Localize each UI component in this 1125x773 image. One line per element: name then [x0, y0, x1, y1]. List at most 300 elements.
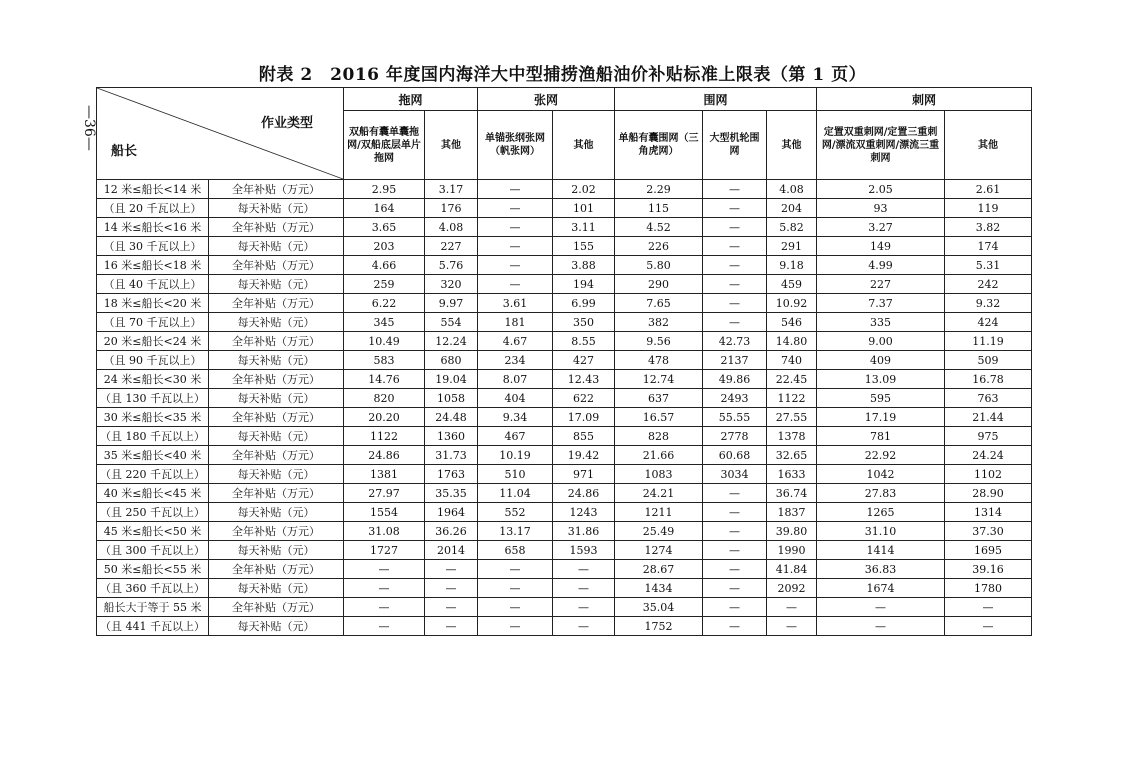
subsidy-value: 1593	[553, 541, 615, 560]
table-row	[97, 218, 1032, 237]
subsidy-value: 2137	[703, 351, 767, 370]
table-row	[97, 541, 1032, 560]
subsidy-value: —	[703, 294, 767, 313]
subsidy-value: 176	[425, 199, 478, 218]
subsidy-value: 1211	[615, 503, 703, 522]
subsidy-value: —	[344, 598, 425, 617]
subsidy-value: 4.99	[817, 256, 945, 275]
table-row	[97, 465, 1032, 484]
subsidy-value: 467	[478, 427, 553, 446]
subsidy-value: 2092	[767, 579, 817, 598]
subsidy-value: 1102	[945, 465, 1032, 484]
table-row	[97, 522, 1032, 541]
subsidy-value: 17.19	[817, 408, 945, 427]
subsidy-value: 382	[615, 313, 703, 332]
subsidy-value: 31.08	[344, 522, 425, 541]
annual-subsidy-label: 全年补贴（万元）	[209, 256, 344, 275]
subsidy-value: 2.05	[817, 180, 945, 199]
subsidy-value: —	[817, 598, 945, 617]
subsidy-value: —	[478, 579, 553, 598]
subsidy-value: 11.04	[478, 484, 553, 503]
subsidy-value: 509	[945, 351, 1032, 370]
daily-subsidy-label: 每天补贴（元）	[209, 275, 344, 294]
subsidy-value: 320	[425, 275, 478, 294]
subsidy-value: 5.31	[945, 256, 1032, 275]
work-type-label: 作业类型	[260, 116, 313, 131]
subsidy-value: 4.08	[425, 218, 478, 237]
subsidy-value: 3.11	[553, 218, 615, 237]
subsidy-value: 31.86	[553, 522, 615, 541]
subsidy-value: —	[945, 617, 1032, 636]
table-row	[97, 370, 1032, 389]
subsidy-value: 24.48	[425, 408, 478, 427]
subsidy-value: 12.74	[615, 370, 703, 389]
subsidy-value: 2.29	[615, 180, 703, 199]
subsidy-value: —	[478, 275, 553, 294]
group-trawl: 拖网	[344, 88, 478, 111]
subsidy-value: 119	[945, 199, 1032, 218]
subsidy-value: —	[703, 237, 767, 256]
subsidy-value: —	[703, 275, 767, 294]
subsidy-value: —	[478, 180, 553, 199]
subsidy-value: —	[703, 256, 767, 275]
boat-length-range: 50 米≤船长<55 米	[97, 560, 209, 579]
subsidy-value: 242	[945, 275, 1032, 294]
subsidy-value: 7.37	[817, 294, 945, 313]
subsidy-value: 1695	[945, 541, 1032, 560]
subsidy-value: 41.84	[767, 560, 817, 579]
sub-header: 单锚张纲张网（帆张网）	[478, 111, 553, 180]
page-number: —36—	[81, 105, 97, 151]
subsidy-value: 9.97	[425, 294, 478, 313]
subsidy-value: —	[478, 237, 553, 256]
subsidy-value: 31.73	[425, 446, 478, 465]
subsidy-value: —	[478, 617, 553, 636]
subsidy-value: 6.22	[344, 294, 425, 313]
subsidy-value: —	[703, 199, 767, 218]
table-row	[97, 598, 1032, 617]
subsidy-value: 6.99	[553, 294, 615, 313]
subsidy-value: 595	[817, 389, 945, 408]
subsidy-value: —	[425, 598, 478, 617]
subsidy-value: —	[703, 180, 767, 199]
subsidy-value: 12.24	[425, 332, 478, 351]
subsidy-value: 5.82	[767, 218, 817, 237]
subsidy-value: 3.17	[425, 180, 478, 199]
subsidy-value: 9.56	[615, 332, 703, 351]
subsidy-value: —	[344, 560, 425, 579]
subsidy-value: —	[425, 617, 478, 636]
subsidy-value: 203	[344, 237, 425, 256]
group-purse-seine: 围网	[615, 88, 817, 111]
group-stow-net: 张网	[478, 88, 615, 111]
subsidy-value: 3.27	[817, 218, 945, 237]
subsidy-value: 36.26	[425, 522, 478, 541]
subsidy-value: —	[767, 598, 817, 617]
subsidy-value: 13.09	[817, 370, 945, 389]
subsidy-value: —	[553, 579, 615, 598]
daily-subsidy-label: 每天补贴（元）	[209, 351, 344, 370]
sub-header: 定置双重刺网/定置三重刺网/漂流双重刺网/漂流三重刺网	[817, 111, 945, 180]
annual-subsidy-label: 全年补贴（万元）	[209, 294, 344, 313]
subsidy-value: —	[703, 218, 767, 237]
subsidy-value: 478	[615, 351, 703, 370]
subsidy-value: 1727	[344, 541, 425, 560]
subsidy-value: 13.17	[478, 522, 553, 541]
subsidy-value: 9.34	[478, 408, 553, 427]
annual-subsidy-label: 全年补贴（万元）	[209, 408, 344, 427]
subsidy-value: —	[945, 598, 1032, 617]
sub-header: 双船有囊单囊拖网/双船底层单片拖网	[344, 111, 425, 180]
boat-length-range: 45 米≤船长<50 米	[97, 522, 209, 541]
subsidy-value: —	[703, 522, 767, 541]
sub-header: 其他	[945, 111, 1032, 180]
subsidy-value: 21.66	[615, 446, 703, 465]
subsidy-value: 2.02	[553, 180, 615, 199]
subsidy-value: 1964	[425, 503, 478, 522]
subsidy-value: 174	[945, 237, 1032, 256]
subsidy-value: 1122	[767, 389, 817, 408]
subsidy-value: —	[344, 617, 425, 636]
subsidy-value: 24.86	[553, 484, 615, 503]
subsidy-value: 27.97	[344, 484, 425, 503]
subsidy-value: 3.88	[553, 256, 615, 275]
subsidy-value: 1360	[425, 427, 478, 446]
subsidy-value: —	[553, 598, 615, 617]
subsidy-value: 5.76	[425, 256, 478, 275]
subsidy-value: 552	[478, 503, 553, 522]
subsidy-value: 10.92	[767, 294, 817, 313]
subsidy-value: 3034	[703, 465, 767, 484]
subsidy-value: 39.16	[945, 560, 1032, 579]
subsidy-value: 1633	[767, 465, 817, 484]
subsidy-value: 3.65	[344, 218, 425, 237]
table-row	[97, 617, 1032, 636]
subsidy-value: 1752	[615, 617, 703, 636]
subsidy-value: 25.49	[615, 522, 703, 541]
subsidy-value: 1434	[615, 579, 703, 598]
table-row	[97, 446, 1032, 465]
subsidy-value: 1763	[425, 465, 478, 484]
group-gill-net: 刺网	[817, 88, 1032, 111]
subsidy-value: 9.32	[945, 294, 1032, 313]
subsidy-value: 16.57	[615, 408, 703, 427]
subsidy-value: —	[703, 484, 767, 503]
engine-power-threshold: （且 180 千瓦以上）	[97, 427, 209, 446]
subsidy-value: 259	[344, 275, 425, 294]
subsidy-value: 1554	[344, 503, 425, 522]
boat-length-range: 40 米≤船长<45 米	[97, 484, 209, 503]
engine-power-threshold: （且 441 千瓦以上）	[97, 617, 209, 636]
subsidy-value: 4.66	[344, 256, 425, 275]
subsidy-value: 22.92	[817, 446, 945, 465]
subsidy-value: —	[344, 579, 425, 598]
table-row	[97, 389, 1032, 408]
daily-subsidy-label: 每天补贴（元）	[209, 389, 344, 408]
subsidy-value: 2.95	[344, 180, 425, 199]
subsidy-value: 763	[945, 389, 1032, 408]
engine-power-threshold: （且 30 千瓦以上）	[97, 237, 209, 256]
subsidy-value: 42.73	[703, 332, 767, 351]
subsidy-value: 39.80	[767, 522, 817, 541]
subsidy-value: —	[703, 617, 767, 636]
subsidy-value: 101	[553, 199, 615, 218]
subsidy-value: 1780	[945, 579, 1032, 598]
subsidy-value: 510	[478, 465, 553, 484]
subsidy-value: 1243	[553, 503, 615, 522]
engine-power-threshold: （且 70 千瓦以上）	[97, 313, 209, 332]
subsidy-value: 2778	[703, 427, 767, 446]
subsidy-value: 14.80	[767, 332, 817, 351]
corner-header	[97, 88, 344, 180]
daily-subsidy-label: 每天补贴（元）	[209, 313, 344, 332]
subsidy-value: 14.76	[344, 370, 425, 389]
boat-length-label: 船长	[111, 144, 138, 159]
boat-length-range: 18 米≤船长<20 米	[97, 294, 209, 313]
boat-length-range: 30 米≤船长<35 米	[97, 408, 209, 427]
subsidy-value: 1990	[767, 541, 817, 560]
sub-header: 单船有囊围网（三角虎网）	[615, 111, 703, 180]
engine-power-threshold: （且 90 千瓦以上）	[97, 351, 209, 370]
subsidy-value: —	[703, 313, 767, 332]
daily-subsidy-label: 每天补贴（元）	[209, 617, 344, 636]
subsidy-value: 8.55	[553, 332, 615, 351]
table-row	[97, 560, 1032, 579]
boat-length-range: 24 米≤船长<30 米	[97, 370, 209, 389]
subsidy-value: 1314	[945, 503, 1032, 522]
subsidy-value: 149	[817, 237, 945, 256]
subsidy-value: —	[703, 541, 767, 560]
subsidy-value: 20.20	[344, 408, 425, 427]
subsidy-value: 350	[553, 313, 615, 332]
annual-subsidy-label: 全年补贴（万元）	[209, 560, 344, 579]
subsidy-value: 335	[817, 313, 945, 332]
subsidy-value: 93	[817, 199, 945, 218]
subsidy-value: 404	[478, 389, 553, 408]
subsidy-value: —	[703, 503, 767, 522]
subsidy-value: 546	[767, 313, 817, 332]
subsidy-value: 24.24	[945, 446, 1032, 465]
sub-header: 大型机轮围网	[703, 111, 767, 180]
subsidy-value: 24.86	[344, 446, 425, 465]
subsidy-value: 1058	[425, 389, 478, 408]
engine-power-threshold: （且 40 千瓦以上）	[97, 275, 209, 294]
subsidy-value: 1674	[817, 579, 945, 598]
subsidy-value: 345	[344, 313, 425, 332]
subsidy-value: 583	[344, 351, 425, 370]
page-title: 附表 2 2016 年度国内海洋大中型捕捞渔船油价补贴标准上限表（第 1 页）	[258, 65, 867, 85]
subsidy-value: 3.82	[945, 218, 1032, 237]
table-row	[97, 503, 1032, 522]
subsidy-value: 1381	[344, 465, 425, 484]
table-row	[97, 294, 1032, 313]
subsidy-value: —	[478, 256, 553, 275]
subsidy-value: 820	[344, 389, 425, 408]
subsidy-value: 2014	[425, 541, 478, 560]
subsidy-value: —	[478, 199, 553, 218]
table-row	[97, 237, 1032, 256]
subsidy-value: 658	[478, 541, 553, 560]
engine-power-threshold: （且 360 千瓦以上）	[97, 579, 209, 598]
subsidy-value: 49.86	[703, 370, 767, 389]
subsidy-value: —	[553, 560, 615, 579]
daily-subsidy-label: 每天补贴（元）	[209, 579, 344, 598]
subsidy-value: —	[553, 617, 615, 636]
subsidy-value: 1265	[817, 503, 945, 522]
subsidy-value: 3.61	[478, 294, 553, 313]
engine-power-threshold: （且 220 千瓦以上）	[97, 465, 209, 484]
subsidy-value: 740	[767, 351, 817, 370]
subsidy-value: 622	[553, 389, 615, 408]
table-row	[97, 332, 1032, 351]
subsidy-value: 12.43	[553, 370, 615, 389]
boat-length-range: 35 米≤船长<40 米	[97, 446, 209, 465]
subsidy-table	[96, 87, 1032, 636]
subsidy-value: 1274	[615, 541, 703, 560]
subsidy-value: 828	[615, 427, 703, 446]
subsidy-value: 1378	[767, 427, 817, 446]
subsidy-value: 28.67	[615, 560, 703, 579]
subsidy-value: 1122	[344, 427, 425, 446]
subsidy-value: —	[767, 617, 817, 636]
table-row	[97, 313, 1032, 332]
subsidy-value: 36.83	[817, 560, 945, 579]
subsidy-value: 181	[478, 313, 553, 332]
daily-subsidy-label: 每天补贴（元）	[209, 199, 344, 218]
subsidy-value: 19.04	[425, 370, 478, 389]
subsidy-value: 2.61	[945, 180, 1032, 199]
subsidy-value: 226	[615, 237, 703, 256]
subsidy-value: 32.65	[767, 446, 817, 465]
annual-subsidy-label: 全年补贴（万元）	[209, 522, 344, 541]
subsidy-value: 1414	[817, 541, 945, 560]
subsidy-value: —	[703, 560, 767, 579]
subsidy-value: 971	[553, 465, 615, 484]
sub-header: 其他	[767, 111, 817, 180]
subsidy-value: 27.55	[767, 408, 817, 427]
table-row	[97, 256, 1032, 275]
boat-length-range: 船长大于等于 55 米	[97, 598, 209, 617]
subsidy-value: 60.68	[703, 446, 767, 465]
subsidy-value: 10.19	[478, 446, 553, 465]
subsidy-value: 21.44	[945, 408, 1032, 427]
daily-subsidy-label: 每天补贴（元）	[209, 237, 344, 256]
table-row	[97, 484, 1032, 503]
daily-subsidy-label: 每天补贴（元）	[209, 465, 344, 484]
subsidy-value: 11.19	[945, 332, 1032, 351]
subsidy-value: 17.09	[553, 408, 615, 427]
subsidy-value: 227	[817, 275, 945, 294]
subsidy-value: 975	[945, 427, 1032, 446]
subsidy-value: 459	[767, 275, 817, 294]
table-row	[97, 427, 1032, 446]
boat-length-range: 20 米≤船长<24 米	[97, 332, 209, 351]
engine-power-threshold: （且 130 千瓦以上）	[97, 389, 209, 408]
table-row	[97, 579, 1032, 598]
subsidy-value: —	[478, 598, 553, 617]
subsidy-value: 855	[553, 427, 615, 446]
subsidy-value: 9.00	[817, 332, 945, 351]
subsidy-value: 1042	[817, 465, 945, 484]
subsidy-value: 637	[615, 389, 703, 408]
boat-length-range: 14 米≤船长<16 米	[97, 218, 209, 237]
subsidy-value: 4.08	[767, 180, 817, 199]
subsidy-value: 28.90	[945, 484, 1032, 503]
sub-header: 其他	[425, 111, 478, 180]
subsidy-value: 35.35	[425, 484, 478, 503]
subsidy-value: —	[478, 560, 553, 579]
subsidy-value: 291	[767, 237, 817, 256]
engine-power-threshold: （且 250 千瓦以上）	[97, 503, 209, 522]
subsidy-value: —	[478, 218, 553, 237]
subsidy-value: 8.07	[478, 370, 553, 389]
boat-length-range: 12 米≤船长<14 米	[97, 180, 209, 199]
table-row	[97, 351, 1032, 370]
subsidy-value: 24.21	[615, 484, 703, 503]
annual-subsidy-label: 全年补贴（万元）	[209, 180, 344, 199]
subsidy-value: —	[817, 617, 945, 636]
subsidy-value: 55.55	[703, 408, 767, 427]
subsidy-value: 290	[615, 275, 703, 294]
subsidy-value: —	[425, 560, 478, 579]
engine-power-threshold: （且 20 千瓦以上）	[97, 199, 209, 218]
table-row	[97, 180, 1032, 199]
annual-subsidy-label: 全年补贴（万元）	[209, 218, 344, 237]
subsidy-value: 16.78	[945, 370, 1032, 389]
table-row	[97, 199, 1032, 218]
annual-subsidy-label: 全年补贴（万元）	[209, 370, 344, 389]
subsidy-value: 35.04	[615, 598, 703, 617]
annual-subsidy-label: 全年补贴（万元）	[209, 446, 344, 465]
annual-subsidy-label: 全年补贴（万元）	[209, 332, 344, 351]
subsidy-value: 227	[425, 237, 478, 256]
subsidy-value: 37.30	[945, 522, 1032, 541]
subsidy-value: 7.65	[615, 294, 703, 313]
subsidy-value: 31.10	[817, 522, 945, 541]
subsidy-value: 19.42	[553, 446, 615, 465]
subsidy-value: 155	[553, 237, 615, 256]
subsidy-value: 424	[945, 313, 1032, 332]
daily-subsidy-label: 每天补贴（元）	[209, 541, 344, 560]
subsidy-value: 164	[344, 199, 425, 218]
subsidy-value: —	[425, 579, 478, 598]
subsidy-value: 36.74	[767, 484, 817, 503]
subsidy-value: 115	[615, 199, 703, 218]
subsidy-value: 10.49	[344, 332, 425, 351]
corner-diagonal	[97, 88, 343, 179]
subsidy-value: 4.52	[615, 218, 703, 237]
subsidy-value: 9.18	[767, 256, 817, 275]
subsidy-value: 27.83	[817, 484, 945, 503]
subsidy-value: —	[703, 598, 767, 617]
subsidy-value: 22.45	[767, 370, 817, 389]
boat-length-range: 16 米≤船长<18 米	[97, 256, 209, 275]
annual-subsidy-label: 全年补贴（万元）	[209, 484, 344, 503]
subsidy-value: 1083	[615, 465, 703, 484]
engine-power-threshold: （且 300 千瓦以上）	[97, 541, 209, 560]
table-row	[97, 408, 1032, 427]
sub-header: 其他	[553, 111, 615, 180]
subsidy-value: 234	[478, 351, 553, 370]
subsidy-value: 781	[817, 427, 945, 446]
subsidy-value: 680	[425, 351, 478, 370]
subsidy-value: 409	[817, 351, 945, 370]
subsidy-value: 1837	[767, 503, 817, 522]
subsidy-value: 194	[553, 275, 615, 294]
daily-subsidy-label: 每天补贴（元）	[209, 503, 344, 522]
table-row	[97, 275, 1032, 294]
table-body	[97, 180, 1032, 636]
